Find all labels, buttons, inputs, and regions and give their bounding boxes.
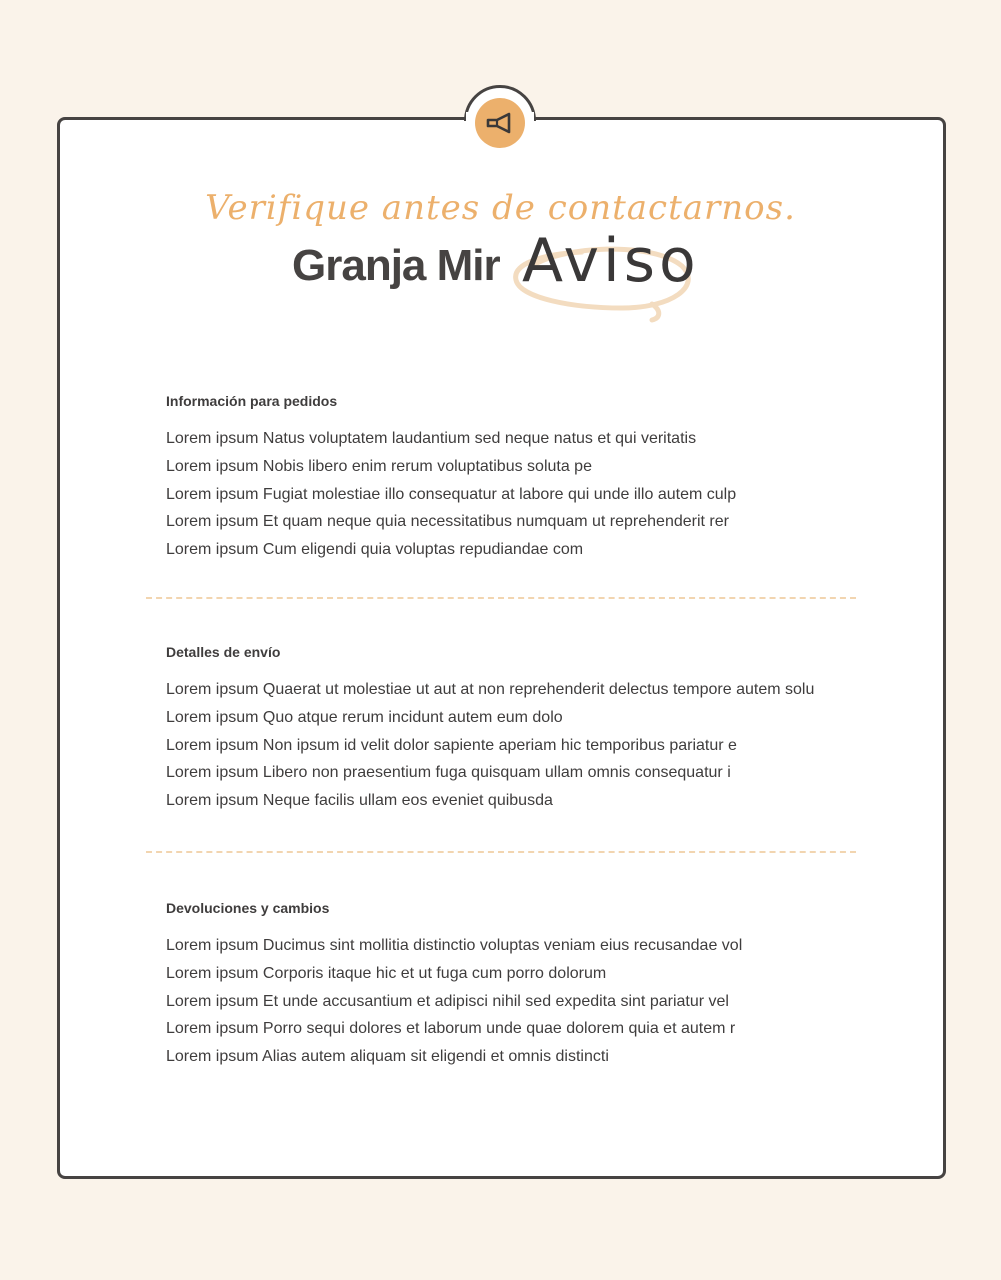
title-script: Aviso bbox=[522, 226, 700, 296]
list-item: Lorem ipsum Alias autem aliquam sit eligendi et omnis distincti bbox=[166, 1048, 609, 1066]
list-item: Lorem ipsum Et unde accusantium et adipisci nihil sed expedita sint pariatur vel bbox=[166, 992, 729, 1010]
list-item: Lorem ipsum Neque facilis ullam eos eveniet quibusda bbox=[166, 792, 553, 810]
list-item: Lorem ipsum Cum eligendi quia voluptas repudiandae com bbox=[166, 541, 584, 559]
section-list bbox=[166, 425, 866, 564]
list-item: Lorem ipsum Porro sequi dolores et laborum unde quae dolorem quia et autem r bbox=[166, 1020, 736, 1038]
list-item: Lorem ipsum Corporis itaque hic et ut fuga cum porro dolorum bbox=[166, 964, 607, 982]
section-heading: Devoluciones y cambios bbox=[166, 900, 330, 916]
list-item: Lorem ipsum Non ipsum id velit dolor sapiente aperiam hic temporibus pariatur e bbox=[166, 736, 737, 754]
list-item: Lorem ipsum Nobis libero enim rerum voluptatibus soluta pe bbox=[166, 457, 592, 475]
list-item: Lorem ipsum Et quam neque quia necessitatibus numquam ut reprehenderit rer bbox=[166, 513, 729, 531]
tagline: Verifique antes de contactarnos. bbox=[205, 188, 796, 228]
divider bbox=[146, 851, 856, 853]
list-item: Lorem ipsum Quo atque rerum incidunt autem eum dolo bbox=[166, 708, 563, 726]
section-returns bbox=[166, 900, 866, 1071]
list-item: Lorem ipsum Ducimus sint mollitia distinctio voluptas veniam eius recusandae vol bbox=[166, 937, 743, 954]
list-item: Lorem ipsum Libero non praesentium fuga quisquam ullam omnis consequatur i bbox=[166, 764, 731, 782]
section-shipping bbox=[166, 644, 866, 815]
section-heading: Detalles de envío bbox=[166, 644, 281, 660]
section-list bbox=[166, 676, 866, 815]
section-heading: Información para pedidos bbox=[166, 393, 338, 409]
section-list bbox=[166, 932, 866, 1071]
divider bbox=[146, 597, 856, 599]
section-orders bbox=[166, 393, 866, 564]
page-title bbox=[292, 226, 712, 326]
title-main: Granja Mir bbox=[292, 241, 500, 290]
megaphone-badge bbox=[475, 98, 525, 148]
list-item: Lorem ipsum Natus voluptatem laudantium sed neque natus et qui veritatis bbox=[166, 430, 697, 447]
list-item: Lorem ipsum Fugiat molestiae illo consequatur at labore qui unde illo autem culp bbox=[166, 485, 737, 503]
megaphone-icon bbox=[485, 111, 515, 135]
list-item: Lorem ipsum Quaerat ut molestiae ut aut at non reprehenderit delectus tempore autem solu bbox=[166, 681, 815, 698]
